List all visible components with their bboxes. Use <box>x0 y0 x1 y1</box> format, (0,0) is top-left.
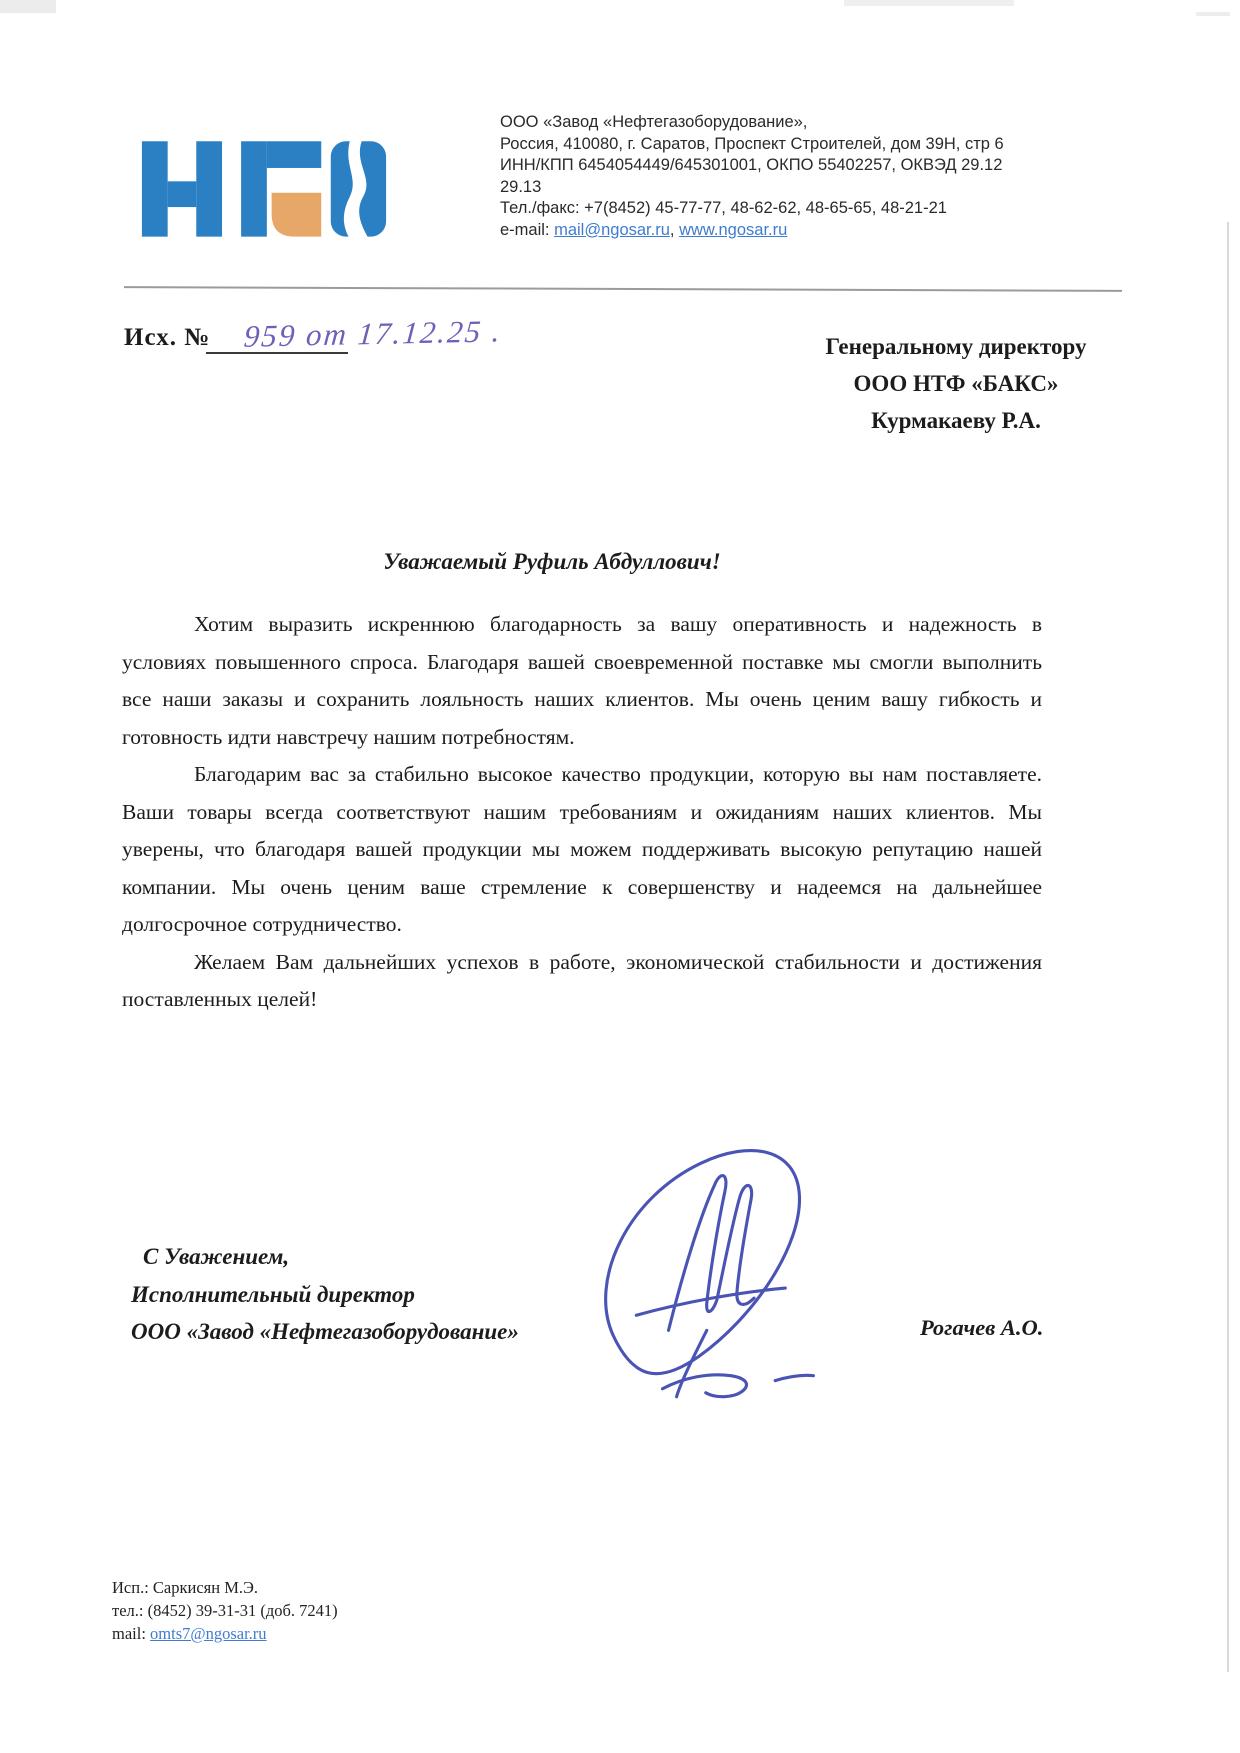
recipient-name: Курмакаеву Р.А. <box>871 408 1041 433</box>
scan-artifact <box>844 0 1014 6</box>
executor-mail-link[interactable]: omts7@ngosar.ru <box>150 1624 267 1643</box>
signoff-block <box>131 1238 519 1351</box>
letterhead-info <box>500 112 1040 241</box>
executor-mail-label: mail: <box>112 1624 151 1643</box>
body-paragraph: Благодарим вас за стабильно высокое качество продукции, которую вы нам поставляете. Ваши товары всегда соответствуют нашим требованиям и ожиданиям наших клиентов. Мы уверены, что благодаря вашей продукции мы можем поддерживать высокую репутацию нашей компании. Мы очень ценим ваше стремление к совершенству и надеемся на дальнейшее долгосрочное сотрудничество. <box>122 762 1042 936</box>
signoff-company: ООО «Завод «Нефтегазоборудование» <box>131 1319 519 1344</box>
recipient-block <box>795 328 1117 439</box>
signoff-position: Исполнительный директор <box>131 1281 415 1307</box>
letterhead-phone: Тел./факс: +7(8452) 45-77-77, 48-62-62, 48-65-65, 48-21-21 <box>500 199 947 217</box>
letterhead-email-line: e-mail: mail@ngosar.ru, www.ngosar.ru <box>500 220 788 239</box>
recipient-title: Генеральному директору <box>825 334 1087 359</box>
executor-name: Исп.: Саркисян М.Э. <box>112 1578 259 1597</box>
logo-letter-g <box>241 141 267 236</box>
outgoing-number-label: Исх. № <box>124 324 211 351</box>
body-paragraph: Желаем Вам дальнейших успехов в работе, экономической стабильности и достижения поставленных целей! <box>122 949 1042 1011</box>
website-link[interactable]: www.ngosar.ru <box>679 220 788 239</box>
handwritten-outgoing-number: 959 от 17.12.25 . <box>242 313 504 354</box>
executor-mail-line <box>112 1622 338 1645</box>
signoff-regards: С Уважением, <box>143 1244 290 1269</box>
letter-body <box>122 606 1042 1019</box>
logo-orange-block <box>272 193 322 237</box>
logo-letter-n <box>142 141 168 236</box>
letterhead-inn: ИНН/КПП 6454054449/645301001, ОКПО 55402257, ОКВЭД 29.12 <box>500 156 1003 174</box>
signer-name: Рогачев А.О. <box>920 1315 1044 1340</box>
recipient-company: ООО НТФ «БАКС» <box>853 371 1059 396</box>
body-paragraph: Хотим выразить искреннюю благодарность за вашу оперативность и надежность в условиях повышенного спроса. Благодаря вашей своевременной поставке мы смогли выполнить все наши заказы и сохранить лояльность наших клиентов. Мы очень ценим вашу гибкость и готовность идти навстречу нашим потребностям. <box>122 612 1042 749</box>
letterhead-okved: 29.13 <box>500 177 542 196</box>
email-label: e-mail: <box>500 220 555 239</box>
scan-artifact <box>0 0 56 13</box>
header-separator <box>124 286 1122 292</box>
executor-phone: тел.: (8452) 39-31-31 (доб. 7241) <box>112 1601 338 1620</box>
scan-artifact <box>1227 222 1229 1672</box>
signature-scrawl <box>588 1136 900 1414</box>
company-logo <box>140 126 388 250</box>
executor-block <box>112 1576 338 1645</box>
letterhead-address: Россия, 410080, г. Саратов, Проспект Строителей, дом 39Н, стр 6 <box>500 134 1004 153</box>
email-link[interactable]: mail@ngosar.ru <box>554 220 670 239</box>
letterhead-company: ООО «Завод «Нефтегазоборудование», <box>500 113 808 131</box>
salutation: Уважаемый Руфиль Абдуллович! <box>383 549 721 574</box>
scan-artifact <box>1196 12 1230 16</box>
